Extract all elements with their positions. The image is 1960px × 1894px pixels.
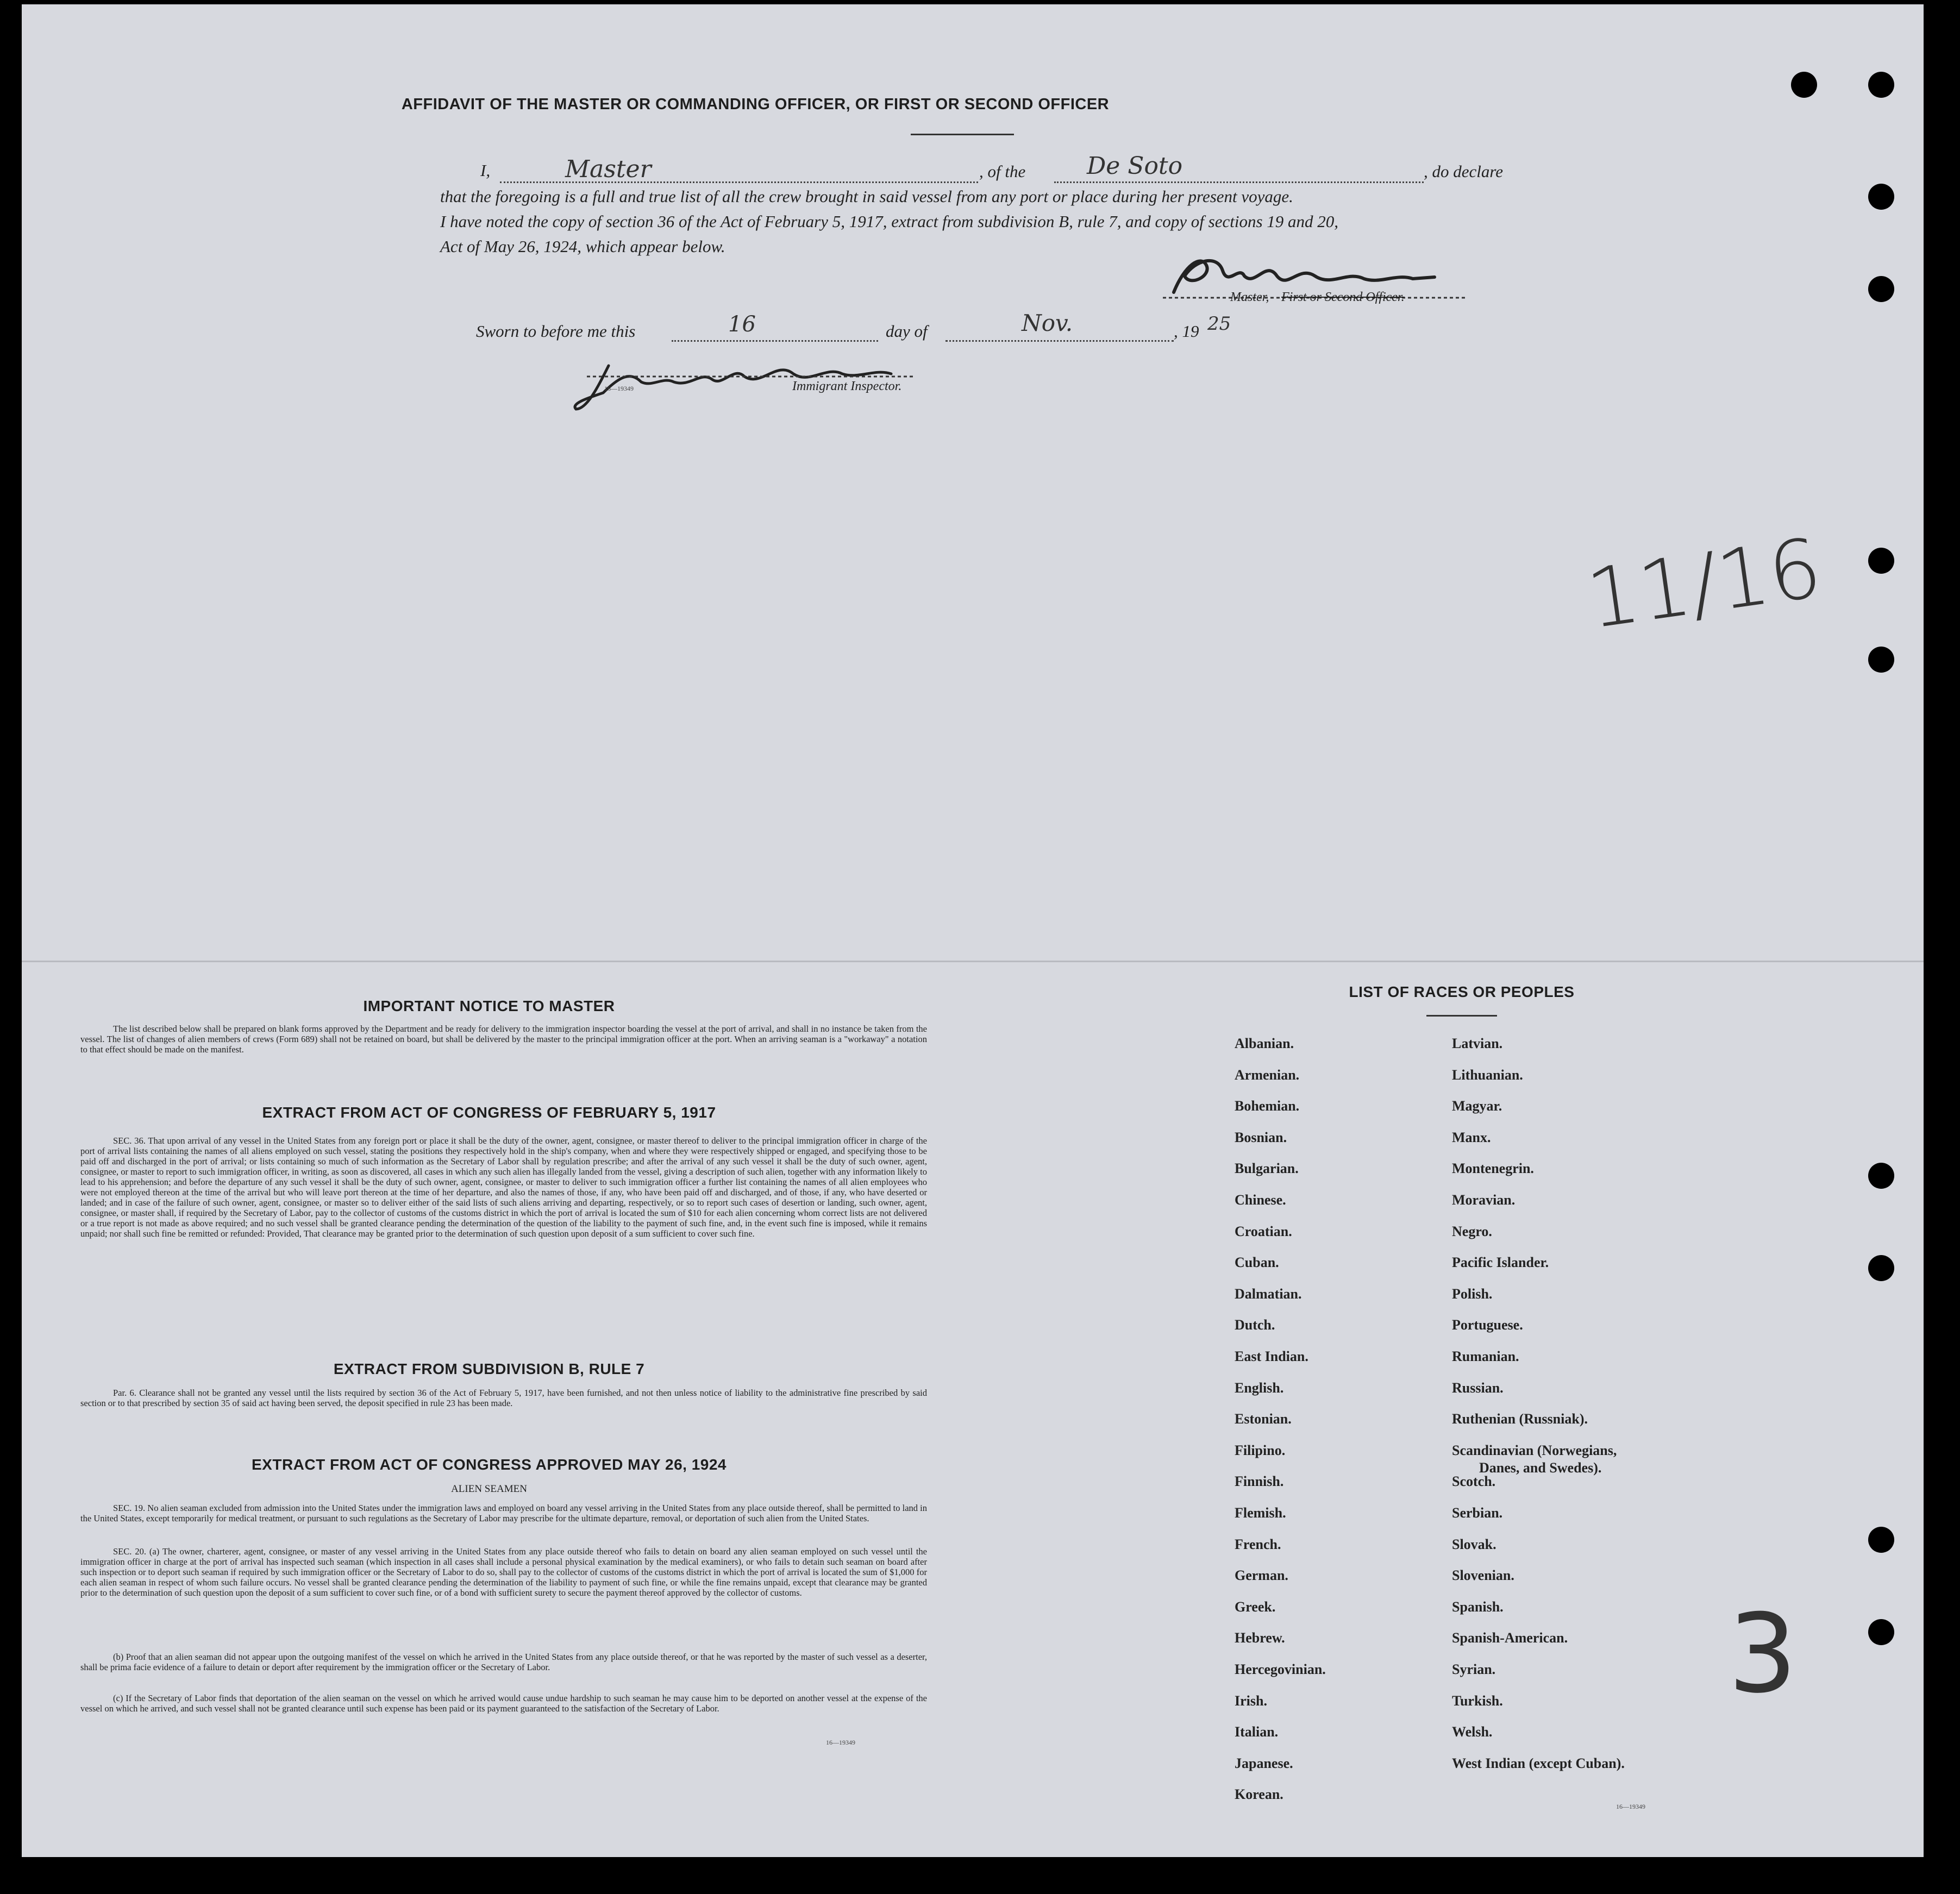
race-item: Armenian. (1235, 1067, 1300, 1083)
race-item: Dutch. (1235, 1317, 1275, 1333)
race-item: English. (1235, 1379, 1284, 1396)
of-the-label: , of the (979, 162, 1026, 181)
race-item: Filipino. (1235, 1442, 1286, 1458)
year-prefix-label: , 19 (1174, 322, 1199, 341)
punch-hole (1868, 1163, 1894, 1189)
date-margin-note: 11/16 (1581, 520, 1827, 648)
affidavit-i-label: I, (480, 161, 491, 180)
race-item: Pacific Islander. (1452, 1255, 1549, 1271)
punch-hole (1868, 647, 1894, 673)
punch-hole (1868, 72, 1894, 98)
extract1-title: EXTRACT FROM ACT OF CONGRESS OF FEBRUARY 5, 1917 (262, 1104, 716, 1121)
race-item: Danes, and Swedes). (1479, 1459, 1602, 1476)
month-handwritten: Nov. (1022, 310, 1073, 336)
race-item: Welsh. (1452, 1724, 1493, 1740)
affidavit-title: AFFIDAVIT OF THE MASTER OR COMMANDING OFFICER, OR FIRST OR SECOND OFFICER (401, 96, 1110, 113)
do-declare-label: , do declare (1424, 162, 1504, 181)
race-item: French. (1235, 1536, 1281, 1552)
race-item: Bulgarian. (1235, 1161, 1299, 1177)
extract3-subtitle: ALIEN SEAMEN (451, 1483, 527, 1495)
race-item: Slovenian. (1452, 1567, 1514, 1584)
race-item: Dalmatian. (1235, 1285, 1302, 1302)
affidavit-line-2: that the foregoing is a full and true list of all the crew brought in said vessel from any port or place during her present voyage. (440, 187, 1293, 206)
sworn-label: Sworn to before me this (476, 322, 636, 341)
extract2-body: Par. 6. Clearance shall not be granted any vessel until the lists required by section 36 of the Act of February 5, 1917, have been furnished, and not then unless notice of liability to the administrative fine prescribed by said section or to that prescribed by section 35 of said act having been served, the deposit specified in rule 23 has been made. (80, 1388, 927, 1408)
vessel-handwritten: De Soto (1087, 152, 1183, 180)
affidavit-line-4: Act of May 26, 1924, which appear below. (440, 237, 725, 256)
race-item: Moravian. (1452, 1192, 1516, 1208)
day-field-line (672, 340, 878, 342)
race-item: Chinese. (1235, 1192, 1286, 1208)
race-item: Scandinavian (Norwegians, (1452, 1442, 1617, 1458)
race-item: Negro. (1452, 1223, 1492, 1239)
punch-hole (1791, 72, 1817, 98)
officer-handwritten: Master (565, 155, 652, 183)
punch-hole (1868, 184, 1894, 210)
sec19-body: SEC. 19. No alien seaman excluded from admission into the United States under the immigration laws and employed on board any vessel arriving in the United States from any place outside thereof, shall be permitted to land in the United States, except temporarily for medical treatment, or pursuant to such regulations as the Secretary of Labor may prescribe for the ultimate departure, removal, or deportation of such alien from the United States. (80, 1503, 927, 1523)
race-item: Montenegrin. (1452, 1161, 1534, 1177)
vessel-field-line (1054, 181, 1424, 183)
race-item: Cuban. (1235, 1255, 1279, 1271)
race-item: Magyar. (1452, 1098, 1502, 1114)
inspector-caption: Immigrant Inspector. (792, 379, 902, 393)
fold-line (22, 961, 1924, 962)
punch-hole (1868, 548, 1894, 574)
extract2-title: EXTRACT FROM SUBDIVISION B, RULE 7 (333, 1360, 645, 1377)
race-item: Syrian. (1452, 1661, 1496, 1677)
race-item: Finnish. (1235, 1473, 1284, 1490)
race-item: Japanese. (1235, 1755, 1293, 1771)
race-item: Bosnian. (1235, 1129, 1287, 1145)
race-item: Estonian. (1235, 1411, 1292, 1427)
year-handwritten: 25 (1207, 313, 1231, 335)
notice-form-number: 16—19349 (826, 1739, 855, 1746)
extract1-body: SEC. 36. That upon arrival of any vessel in the United States from any foreign port or place it shall be the duty of the owner, agent, consignee, or master thereof to deliver to the principal immigration officer in charge of the port of arrival lists containing the names of all aliens employed on such vessel, stating the positions they respectively hold in the ship's company, when and where they were respectively shipped or engaged, and specifying those to be paid off and discharged in the port of arrival; or lists containing so much of such information as the Secretary of Labor shall by regulation prescribe; and after the arrival of any such vessel it shall be the duty of such owner, agent, consignee, or master to report to such immigration officer, in writing, as soon as discovered, all cases in which any such alien has illegally landed from the vessel, giving a description of such alien, together with any information likely to lead to his apprehension; and before the departure of any such vessel it shall be the duty of such owner, agent, consignee, or master to deliver to such immigration officer a further list containing the names of all alien employees who were not employed thereon at the time of the arrival but who will leave port thereon at the time of her departure, and also the names of those, if any, who have been paid off and discharged, and of those, if any, who have deserted or landed; and in case of the failure of such owner, agent, consignee, or master so to deliver either of the said lists of such aliens arriving and departing, respectively, or so to report such cases of desertion or landing, such owner, agent, consignee, or master shall, if required by the Secretary of Labor, pay to the collector of customs of the customs district in which the port of arrival is located the sum of $10 for each alien concerning whom correct lists are not delivered or a true report is not made as above required; and no such vessel shall be granted clearance pending the determination of the question of the liability to the payment of such fine, and, in the event such fine is imposed, while it remains unpaid; nor shall such fine be remitted or refunded: Provided, That clearance may be granted prior to the determination of such question upon deposit of a sum sufficient to cover such fine. (80, 1136, 927, 1239)
page-number-note: 3 (1728, 1591, 1798, 1717)
affidavit-form-number: 16—19349 (604, 385, 634, 392)
punch-hole (1868, 1255, 1894, 1281)
punch-hole (1868, 1527, 1894, 1553)
affidavit-line-3: I have noted the copy of section 36 of the Act of February 5, 1917, extract from subdivision B, rule 7, and copy of sections 19 and 20, (440, 212, 1339, 231)
race-item: Rumanian. (1452, 1349, 1519, 1364)
race-item: Russian. (1452, 1379, 1504, 1396)
race-item: Spanish-American. (1452, 1630, 1568, 1646)
race-item: Greek. (1235, 1598, 1276, 1615)
punch-hole (1868, 1619, 1894, 1645)
race-item: Hebrew. (1235, 1630, 1285, 1646)
race-item: Lithuanian. (1452, 1067, 1523, 1083)
race-item: Albanian. (1235, 1036, 1294, 1051)
month-field-line (945, 340, 1174, 342)
race-item: Korean. (1235, 1786, 1283, 1803)
sec20c-body: (c) If the Secretary of Labor finds that deportation of the alien seaman on the vessel on which he arrived would cause undue hardship to such seaman he may cause him to be deported on another vessel at the expense of the vessel on which he arrived, and such vessel shall not be granted clearance until such expense has been paid or its payment guaranteed to the satisfaction of the Secretary of Labor. (80, 1693, 927, 1714)
signature-caption-struck: First or Second Officer. (1281, 290, 1405, 304)
notice-body: The list described below shall be prepared on blank forms approved by the Department and be ready for delivery to the immigration inspector boarding the vessel at the port of arrival, and shall in no instance be taken from the vessel. The list of changes of alien members of crews (Form 689) shall not be retained on board, but shall be delivered by the master to the principal immigration officer at the port. When an arriving seaman is a "workaway" a notation to that effect should be made on the manifest. (80, 1024, 927, 1055)
race-item: East Indian. (1235, 1349, 1308, 1364)
race-item: Turkish. (1452, 1692, 1503, 1709)
race-item: Serbian. (1452, 1505, 1503, 1521)
race-item: Hercegovinian. (1235, 1661, 1326, 1677)
race-item: Italian. (1235, 1724, 1279, 1740)
race-item: Bohemian. (1235, 1098, 1300, 1114)
race-item: West Indian (except Cuban). (1452, 1755, 1625, 1771)
race-item: Spanish. (1452, 1598, 1504, 1615)
race-item: Portuguese. (1452, 1317, 1523, 1333)
race-item: Flemish. (1235, 1505, 1286, 1521)
sec20a-body: SEC. 20. (a) The owner, charterer, agent, consignee, or master of any vessel arriving in the United States from any place outside thereof who fails to detain on board any alien seaman employed on such vessel until the immigration officer in charge at the port of arrival has inspected such seaman (which inspection in all cases shall include a personal physical examination by the medical examiners), or who fails to detain such seaman on board after such inspection or to deport such seaman if required by such immigration officer or the Secretary of Labor to do so, shall pay to the collector of customs of the customs district in which the port of arrival is located the sum of $1,000 for each alien seaman in respect of whom such failure occurs. No vessel shall be granted clearance pending the determination of the liability to payment of such fine, or while the fine remains unpaid, except that clearance may be granted prior to the determination of such question upon the deposit of a sum sufficient to cover such fine, or of a bond with sufficient surety to secure the payment thereof approved by the collector of customs. (80, 1546, 927, 1598)
race-item: Latvian. (1452, 1036, 1503, 1051)
signature-caption-master: Master, (1230, 290, 1269, 304)
title-rule (911, 134, 1014, 135)
race-item: Polish. (1452, 1285, 1493, 1302)
punch-hole (1868, 276, 1894, 302)
race-item: Manx. (1452, 1129, 1491, 1145)
document-sheet (22, 4, 1924, 1857)
race-item: Ruthenian (Russniak). (1452, 1411, 1588, 1427)
race-item: Irish. (1235, 1692, 1267, 1709)
race-item: German. (1235, 1567, 1288, 1584)
sec20b-body: (b) Proof that an alien seaman did not appear upon the outgoing manifest of the vessel on which he arrived in the United States from any place outside thereof, or that he was reported by the master of such vessel as a deserter, shall be prima facie evidence of a failure to detain or deport after requirement by the immigration officer or the Secretary of Labor. (80, 1652, 927, 1672)
races-title-rule (1426, 1015, 1497, 1017)
notice-title: IMPORTANT NOTICE TO MASTER (363, 998, 615, 1014)
race-item: Scotch. (1452, 1473, 1496, 1490)
races-title: LIST OF RACES OR PEOPLES (1349, 983, 1575, 1000)
races-form-number: 16—19349 (1616, 1803, 1645, 1810)
extract3-title: EXTRACT FROM ACT OF CONGRESS APPROVED MAY 26, 1924 (252, 1456, 727, 1473)
race-item: Croatian. (1235, 1223, 1292, 1239)
day-of-label: day of (886, 322, 928, 341)
day-handwritten: 16 (728, 312, 756, 337)
race-item: Slovak. (1452, 1536, 1496, 1552)
